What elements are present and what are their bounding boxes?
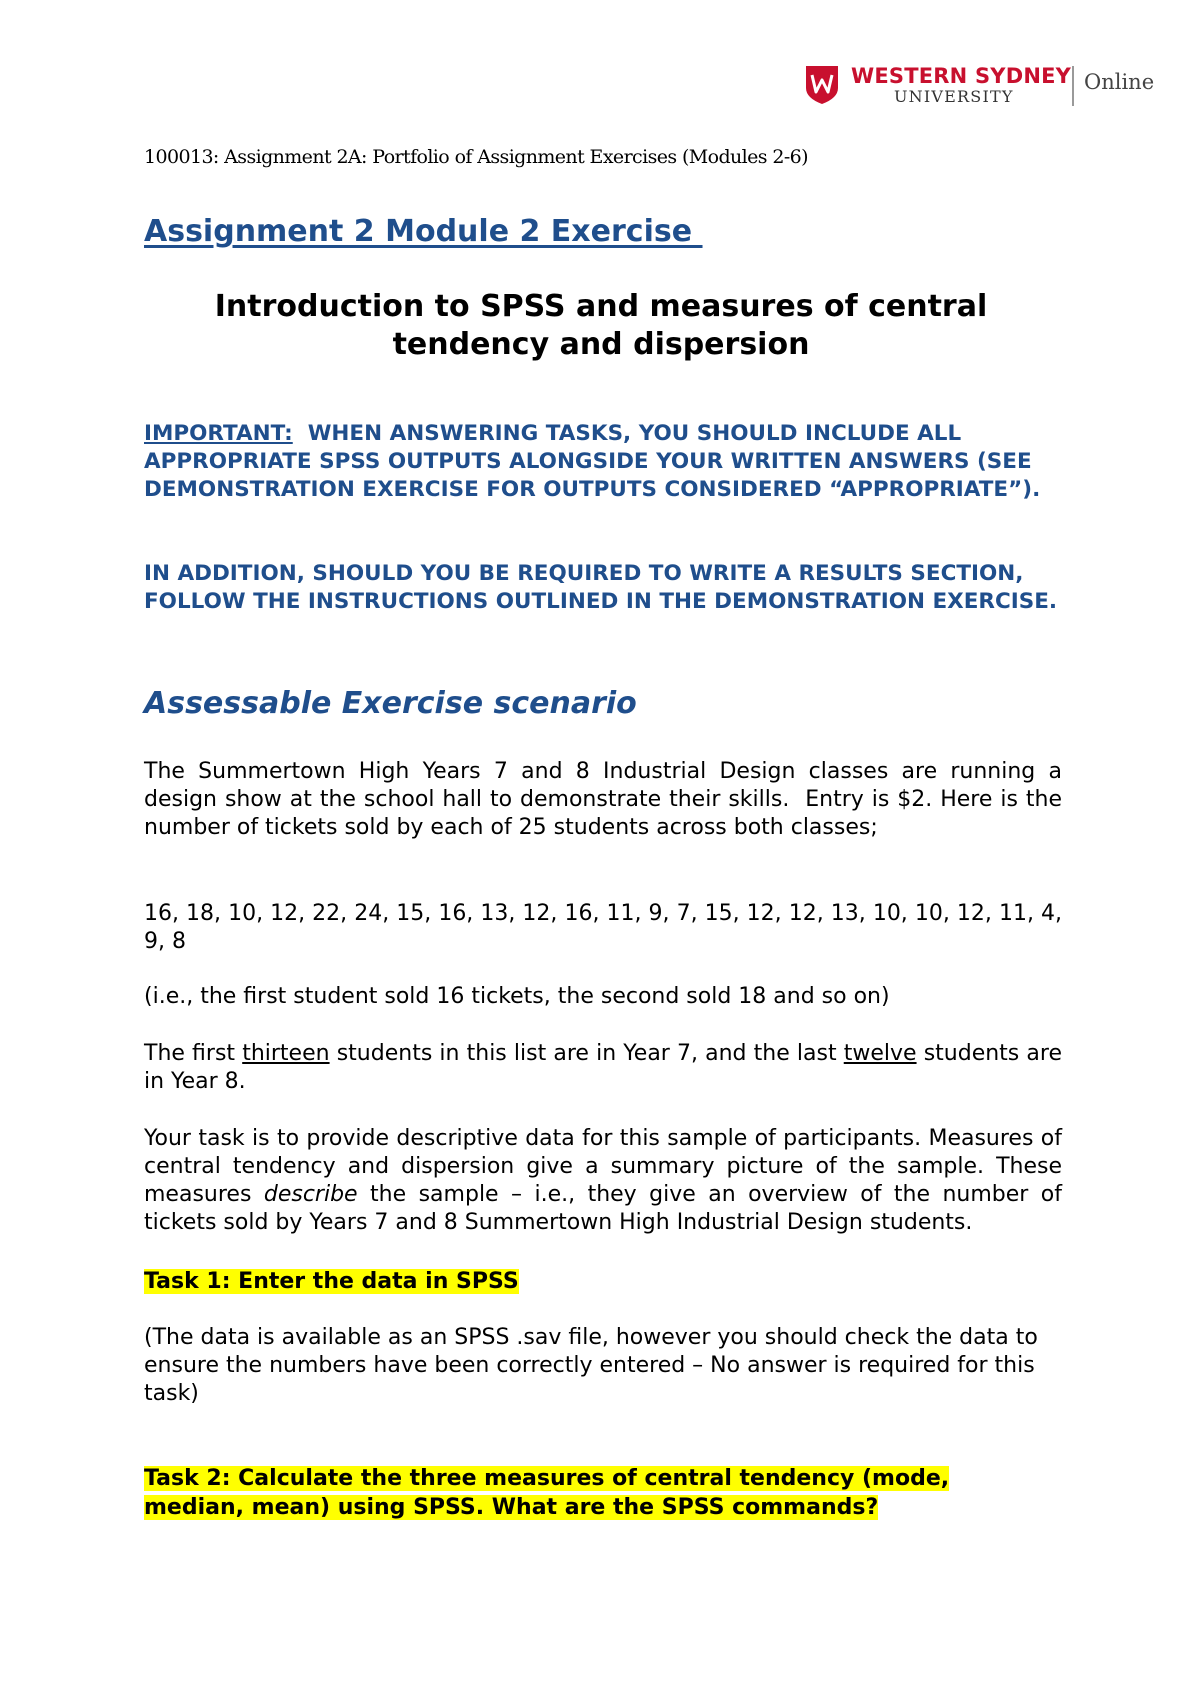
- task-text-1: Your task is to provide descriptive data for this sample of participants. Measures of central tendency and dispersion give a summary picture of the sample. These measures: [144, 1126, 1062, 1207]
- task2-heading: [144, 1464, 949, 1522]
- task1-note: (The data is available as an SPSS .sav file, however you should check the data to ensure the numbers have been correctly entered – No answer is required for this task): [144, 1325, 1038, 1406]
- years-text-3: students are in Year 8.: [144, 1041, 1062, 1094]
- years-text-2: students in this list are in Year 7, and the last: [329, 1041, 844, 1066]
- ticket-data-values: 16, 18, 10, 12, 22, 24, 15, 16, 13, 12, 16, 11, 9, 7, 15, 12, 12, 13, 10, 10, 12, 11, 4, 9, 8: [144, 901, 1062, 954]
- task1-heading: [144, 1267, 519, 1296]
- describe-text: describe: [263, 1182, 358, 1207]
- twelve-text: twelve: [843, 1041, 917, 1066]
- task-text-2: the sample – i.e., they give an overview of the number of tickets sold by Years 7 and 8 Summertown High Industrial Design students.: [144, 1182, 1063, 1235]
- task2-line2: median, mean) using SPSS. What are the SPSS commands?: [144, 1495, 879, 1520]
- important-text: WHEN ANSWERING TASKS, YOU SHOULD INCLUDE ALL APPROPRIATE SPSS OUTPUTS ALONGSIDE YOUR WRITTEN ANSWERS (SEE DEMONSTRATION EXERCISE FOR OUTPUTS CONSIDERED “APPROPRIATE”).: [144, 421, 1041, 502]
- university-logo: [806, 64, 1166, 110]
- important-label: IMPORTANT:: [144, 421, 293, 446]
- years-paragraph: [144, 1040, 1062, 1096]
- module-heading: Assignment 2 Module 2 Exercise: [144, 214, 703, 249]
- important-notice: [144, 420, 1074, 504]
- task-paragraph: [144, 1125, 1062, 1237]
- course-line: 100013: Assignment 2A: Portfolio of Assignment Exercises (Modules 2-6): [144, 146, 808, 168]
- logo-brand-text: WESTERN SYDNEY: [851, 64, 1072, 88]
- scenario-heading: Assessable Exercise scenario: [144, 686, 637, 721]
- task1-highlight: Task 1: Enter the data in SPSS: [144, 1269, 519, 1294]
- scenario-paragraph: The Summertown High Years 7 and 8 Industrial Design classes are running a design show at the school hall to demonstrate their skills. Entry is $2. Here is the number of tickets sold by each of 25 students across both classes;: [144, 759, 1069, 840]
- intro-heading: Introduction to SPSS and measures of central tendency and dispersion: [214, 289, 988, 362]
- shield-icon: [806, 66, 838, 104]
- logo-divider: [1072, 66, 1074, 106]
- addition-notice: IN ADDITION, SHOULD YOU BE REQUIRED TO WRITE A RESULTS SECTION, FOLLOW THE INSTRUCTIONS OUTLINED IN THE DEMONSTRATION EXERCISE.: [144, 561, 1058, 614]
- task2-line1: Task 2: Calculate the three measures of central tendency (mode,: [144, 1466, 950, 1491]
- thirteen-text: thirteen: [242, 1041, 330, 1066]
- ie-line: (i.e., the first student sold 16 tickets, the second sold 18 and so on): [144, 984, 890, 1009]
- years-text-1: The first: [144, 1041, 243, 1066]
- logo-university-text: UNIVERSITY: [894, 87, 1014, 106]
- logo-online-text: Online: [1084, 70, 1155, 94]
